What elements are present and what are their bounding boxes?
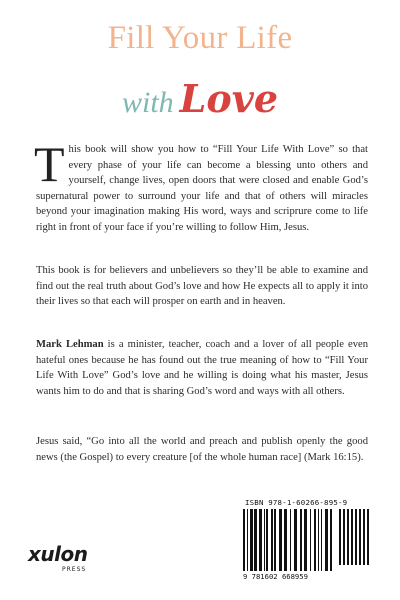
- barcode-bar: [321, 509, 322, 571]
- barcode-bar: [271, 509, 273, 571]
- barcode-bar: [284, 509, 287, 571]
- barcode-bar: [347, 509, 349, 565]
- barcode-bar: [363, 509, 365, 565]
- isbn-barcode: [237, 498, 369, 582]
- barcode-addon-bars: [339, 509, 369, 571]
- title-with-word: with: [121, 86, 174, 119]
- publisher-logo-text: xulon: [28, 542, 88, 566]
- drop-cap: T: [34, 136, 65, 192]
- barcode-bar: [318, 509, 319, 571]
- author-bio-text: is a minister, teacher, coach and a lover of all people even hateful ones because he has found out the true meaning of how to “Fill Your Life With Love” God’s love and he willing is doing what his master, Jesus wants him to do and that is sharing God’s word and ways with all others.: [36, 339, 368, 397]
- barcode-bar: [300, 509, 302, 571]
- title-fill-your-life: Fill Your Life: [107, 20, 293, 56]
- barcode-bar: [266, 509, 268, 571]
- barcode-bar: [355, 509, 357, 565]
- intro-paragraph: [34, 136, 368, 236]
- intro-text: his book will show you how to “Fill Your Life With Love” so that every phase of your life can become a blessing unto others and yourself, change lives, open doors that were closed and enable God’s supernatural power to surround your life and that of others will miracles beyond your imagination making His word, ways and scriprure come to life right in front of your face if you’re willing to follow Him, Jesus.: [36, 144, 368, 233]
- title-with-love: [0, 76, 400, 121]
- title-love-word: Love: [179, 76, 278, 121]
- audience-paragraph: This book is for believers and unbelievers so they’ll be able to examine and find out the real truth about God’s love and how He expects all to apply it into their lives so that each will prosper on earth and in heaven.: [36, 265, 368, 308]
- barcode-bar: [264, 509, 265, 571]
- barcode-bar: [243, 509, 245, 571]
- barcode-bar: [330, 509, 332, 571]
- barcode-bar: [247, 509, 248, 571]
- scripture-quote: Jesus said, “Go into all the world and preach and publish openly the good news (the Gospel) to every creature [of the whole human race] (Mark 16:15).: [36, 436, 368, 463]
- barcode-bar: [254, 509, 257, 571]
- barcode-bar: [259, 509, 262, 571]
- barcode-bar: [359, 509, 361, 565]
- barcode-digits: 9 781602 668959: [243, 572, 308, 581]
- barcode-bar: [339, 509, 341, 565]
- barcode-bar: [314, 509, 316, 571]
- barcode-bar: [294, 509, 297, 571]
- barcode-bar: [274, 509, 276, 571]
- barcode-bar: [351, 509, 353, 565]
- barcode-bar: [343, 509, 345, 565]
- publisher-logo: [28, 542, 108, 582]
- publisher-logo-sub: PRESS: [62, 566, 87, 573]
- barcode-bar: [290, 509, 291, 571]
- barcode-main-bars: [243, 509, 335, 571]
- author-bio: [36, 337, 368, 399]
- barcode-bar: [304, 509, 307, 571]
- barcode-bar: [325, 509, 328, 571]
- author-name: Mark Lehman: [36, 339, 104, 350]
- barcode-bar: [367, 509, 369, 565]
- isbn-label: ISBN 978-1-60266-895-9: [245, 498, 348, 507]
- barcode-bar: [310, 509, 311, 571]
- barcode-bar: [250, 509, 253, 571]
- barcode-bar: [279, 509, 282, 571]
